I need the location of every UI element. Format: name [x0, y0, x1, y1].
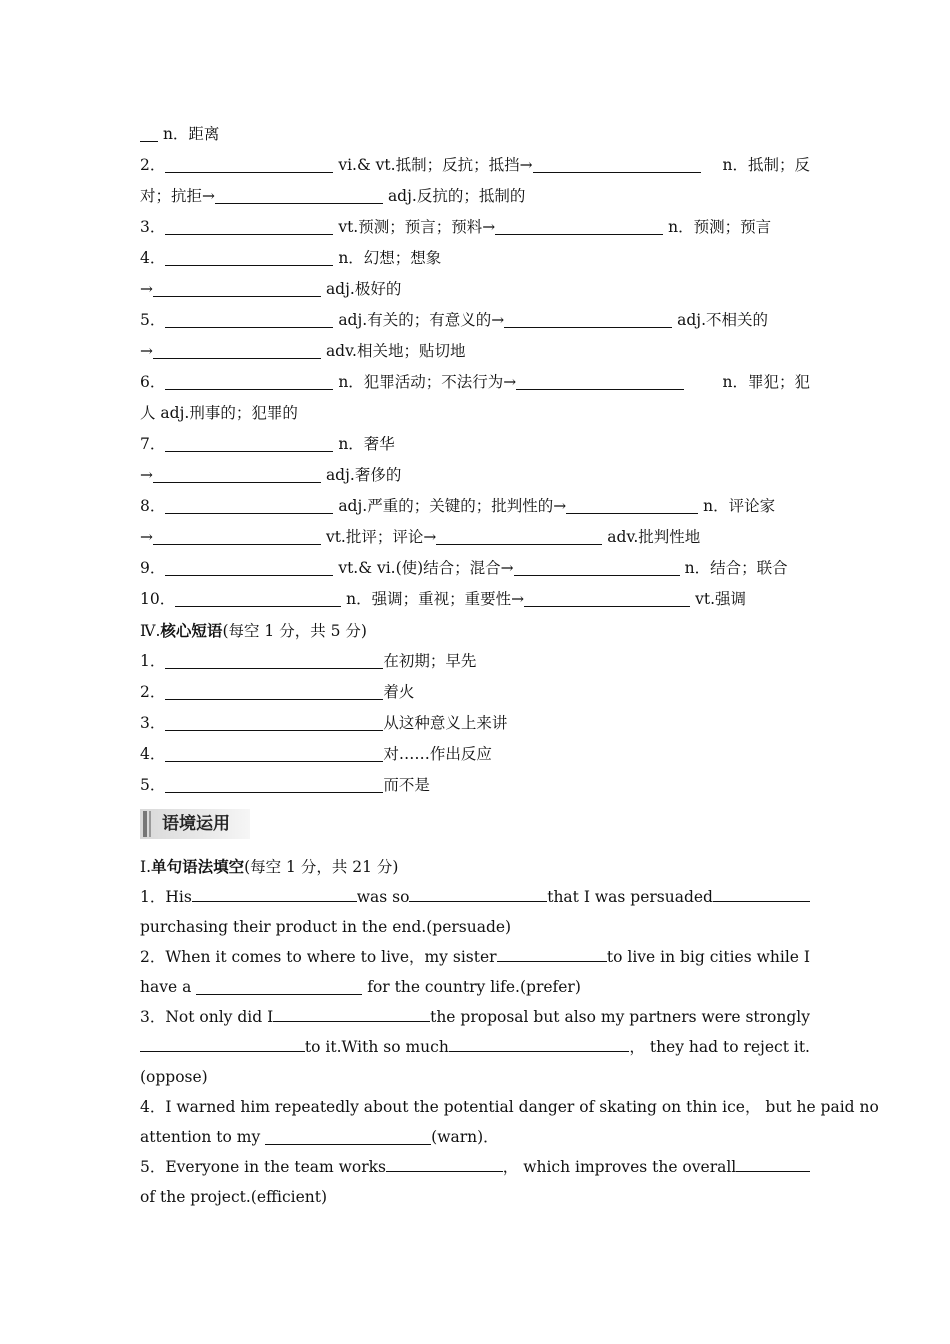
- item-number: 10．: [140, 590, 176, 608]
- heading-score: (每空 1 分，共 21 分): [244, 858, 399, 876]
- answer-blank[interactable]: [165, 153, 333, 173]
- answer-blank[interactable]: [165, 680, 383, 700]
- answer-blank[interactable]: [196, 975, 362, 995]
- row-text: adj.反抗的；抵制的: [387, 187, 526, 205]
- phrase-row: [140, 708, 810, 739]
- row-text: adj.不相关的: [677, 311, 769, 329]
- row-text: adj.奢侈的: [325, 466, 402, 484]
- row-text: 人 adj.刑事的；犯罪的: [140, 404, 298, 422]
- answer-blank[interactable]: [192, 882, 357, 902]
- row-text: vt.强调: [695, 590, 747, 608]
- vocab-row-2-cont: [140, 181, 810, 212]
- vocab-row-4-cont: [140, 274, 810, 305]
- item-number: 8．: [140, 497, 166, 515]
- phrase-row: [140, 677, 810, 708]
- answer-blank[interactable]: [265, 1125, 431, 1145]
- answer-blank[interactable]: [215, 184, 383, 204]
- answer-blank[interactable]: [495, 215, 663, 235]
- q-text: 5．Everyone in the team works: [140, 1158, 386, 1176]
- answer-blank[interactable]: [165, 494, 333, 514]
- answer-blank[interactable]: [165, 711, 383, 731]
- question-5: [140, 1152, 810, 1182]
- grammar-section: [140, 852, 879, 1212]
- q-text: ， which improves the overall: [502, 1158, 737, 1176]
- q-text: purchasing their product in the end.(persuade): [140, 918, 512, 936]
- answer-blank[interactable]: [153, 463, 321, 483]
- question-1-cont: [140, 912, 810, 942]
- vocab-row-7-cont: [140, 460, 810, 491]
- item-number: 2．: [140, 683, 166, 701]
- item-number: 4．: [140, 249, 166, 267]
- question-5-cont: [140, 1182, 810, 1212]
- answer-blank[interactable]: [165, 556, 333, 576]
- grammar-heading: [140, 852, 810, 882]
- row-text: vt.& vi.(使)结合；混合→: [338, 559, 514, 577]
- item-number: 4．: [140, 745, 166, 763]
- vocab-row-10: [140, 584, 810, 615]
- answer-blank[interactable]: [153, 525, 321, 545]
- answer-blank[interactable]: [533, 153, 701, 173]
- vocab-row-5-cont: [140, 336, 810, 367]
- item-number: 1．: [140, 652, 166, 670]
- banner-title: 语境运用: [162, 814, 230, 834]
- q-text: that I was persuaded: [547, 888, 713, 906]
- vocab-row-8: [140, 491, 810, 522]
- answer-blank[interactable]: [566, 494, 698, 514]
- phrase-meaning: 在初期；早先: [383, 652, 477, 670]
- phrase-meaning: 着火: [383, 683, 415, 701]
- q-text: 1．His: [140, 888, 192, 906]
- answer-blank[interactable]: [165, 370, 333, 390]
- section-banner: [140, 809, 250, 839]
- vocab-row-6: [140, 367, 810, 398]
- phrase-meaning: 对……作出反应: [383, 745, 492, 763]
- row-text: n．幻想；想象: [338, 249, 442, 267]
- q-text: 3．Not only did I: [140, 1008, 274, 1026]
- answer-blank[interactable]: [713, 882, 810, 902]
- answer-blank[interactable]: [514, 556, 680, 576]
- vocab-row-7: [140, 429, 810, 460]
- row-text: n．犯罪活动；不法行为→: [338, 373, 517, 391]
- phrase-meaning: 从这种意义上来讲: [383, 714, 508, 732]
- answer-blank[interactable]: [140, 1032, 305, 1052]
- vocab-row-1-tail: [140, 119, 810, 150]
- q-text: 4．I warned him repeatedly about the potential danger of skating on thin ice， but he paid no: [140, 1098, 879, 1116]
- banner-bar-decoration: [149, 811, 151, 837]
- q-text: the proposal but also my partners were strongly: [430, 1008, 810, 1026]
- vocab-row-3: [140, 212, 810, 243]
- answer-blank[interactable]: [449, 1032, 630, 1052]
- arrow: →: [140, 466, 153, 484]
- phrase-row: [140, 739, 810, 770]
- vocab-row-6-cont: [140, 398, 810, 429]
- item-number: 7．: [140, 435, 166, 453]
- vocab-row-2: [140, 150, 810, 181]
- phrase-row: [140, 770, 810, 801]
- row-text: n．罪犯；犯: [722, 373, 810, 391]
- vocab-row-4: [140, 243, 810, 274]
- q-text: (oppose): [140, 1068, 208, 1086]
- q-text: (warn)．: [431, 1128, 499, 1146]
- row-text: adj.极好的: [325, 280, 402, 298]
- answer-blank[interactable]: [165, 773, 383, 793]
- item-number: 3．: [140, 714, 166, 732]
- row-text: 对；抗拒→: [140, 187, 215, 205]
- row-text: adv.批判性地: [607, 528, 701, 546]
- answer-blank[interactable]: [153, 277, 321, 297]
- vocabulary-section: [140, 119, 810, 801]
- answer-blank[interactable]: [165, 649, 383, 669]
- question-3-cont: [140, 1032, 810, 1062]
- answer-blank[interactable]: [409, 882, 547, 902]
- item-number: 6．: [140, 373, 166, 391]
- vocab-row-8-cont: [140, 522, 810, 553]
- item-number: 3．: [140, 218, 166, 236]
- item-number: 2．: [140, 156, 166, 174]
- q-text: have a: [140, 978, 192, 996]
- question-3: [140, 1002, 810, 1032]
- answer-blank[interactable]: [504, 308, 672, 328]
- row-text: n．奢华: [338, 435, 395, 453]
- row-text: vt.预测；预言；预料→: [338, 218, 496, 236]
- answer-blank[interactable]: [497, 942, 607, 962]
- answer-blank[interactable]: [524, 587, 690, 607]
- row-text: n．预测；预言: [668, 218, 772, 236]
- item-number: 5．: [140, 311, 166, 329]
- heading-roman: Ⅳ.: [140, 622, 161, 640]
- row-text: n．抵制；反: [722, 156, 810, 174]
- answer-blank[interactable]: [516, 370, 684, 390]
- phrase-meaning: 而不是: [383, 776, 430, 794]
- row-text: n．距离: [162, 125, 220, 143]
- answer-blank[interactable]: [165, 215, 333, 235]
- row-text: vi.& vt.抵制；反抗；抵挡→: [338, 156, 533, 174]
- heading-score: (每空 1 分，共 5 分): [222, 622, 367, 640]
- answer-blank[interactable]: [386, 1152, 503, 1172]
- question-1: [140, 882, 810, 912]
- banner-bar-decoration: [143, 811, 147, 837]
- answer-blank[interactable]: [165, 308, 333, 328]
- answer-blank[interactable]: [165, 246, 333, 266]
- q-text: attention to my: [140, 1128, 261, 1146]
- answer-blank[interactable]: [153, 339, 321, 359]
- answer-blank[interactable]: [736, 1152, 810, 1172]
- row-text: adv.相关地；贴切地: [325, 342, 466, 360]
- question-2-cont: [140, 972, 810, 1002]
- item-number: 5．: [140, 776, 166, 794]
- arrow: →: [140, 528, 153, 546]
- item-number: 9．: [140, 559, 166, 577]
- q-text: for the country life.(prefer): [367, 978, 581, 996]
- heading-title: 单句语法填空: [151, 857, 245, 876]
- heading-roman: Ⅰ.: [140, 858, 152, 876]
- answer-blank[interactable]: [140, 122, 158, 142]
- q-text: 2．When it comes to where to live，my sister: [140, 948, 497, 966]
- row-text: vt.批评；评论→: [325, 528, 437, 546]
- arrow: →: [140, 342, 153, 360]
- row-text: n．强调；重视；重要性→: [346, 590, 525, 608]
- row-text: n．评论家: [703, 497, 776, 515]
- question-2: [140, 942, 810, 972]
- phrase-row: [140, 646, 810, 677]
- question-4: [140, 1092, 879, 1122]
- row-text: n．结合；联合: [684, 559, 788, 577]
- vocab-row-5: [140, 305, 810, 336]
- q-text: to it.With so much: [304, 1038, 449, 1056]
- answer-blank[interactable]: [165, 432, 333, 452]
- q-text: was so: [356, 888, 410, 906]
- answer-blank[interactable]: [165, 742, 383, 762]
- phrases-heading: [140, 615, 810, 646]
- answer-blank[interactable]: [175, 587, 341, 607]
- row-text: adj.有关的；有意义的→: [338, 311, 505, 329]
- q-text: to live in big cities while I: [606, 948, 810, 966]
- heading-title: 核心短语: [160, 621, 223, 640]
- answer-blank[interactable]: [273, 1002, 430, 1022]
- arrow: →: [140, 280, 153, 298]
- q-text: ， they had to reject it.: [629, 1038, 810, 1056]
- vocab-row-9: [140, 553, 810, 584]
- q-text: of the project.(efficient): [140, 1188, 328, 1206]
- answer-blank[interactable]: [436, 525, 602, 545]
- question-3-cont2: [140, 1062, 810, 1092]
- question-4-cont: [140, 1122, 810, 1152]
- row-text: adj.严重的；关键的；批判性的→: [338, 497, 567, 515]
